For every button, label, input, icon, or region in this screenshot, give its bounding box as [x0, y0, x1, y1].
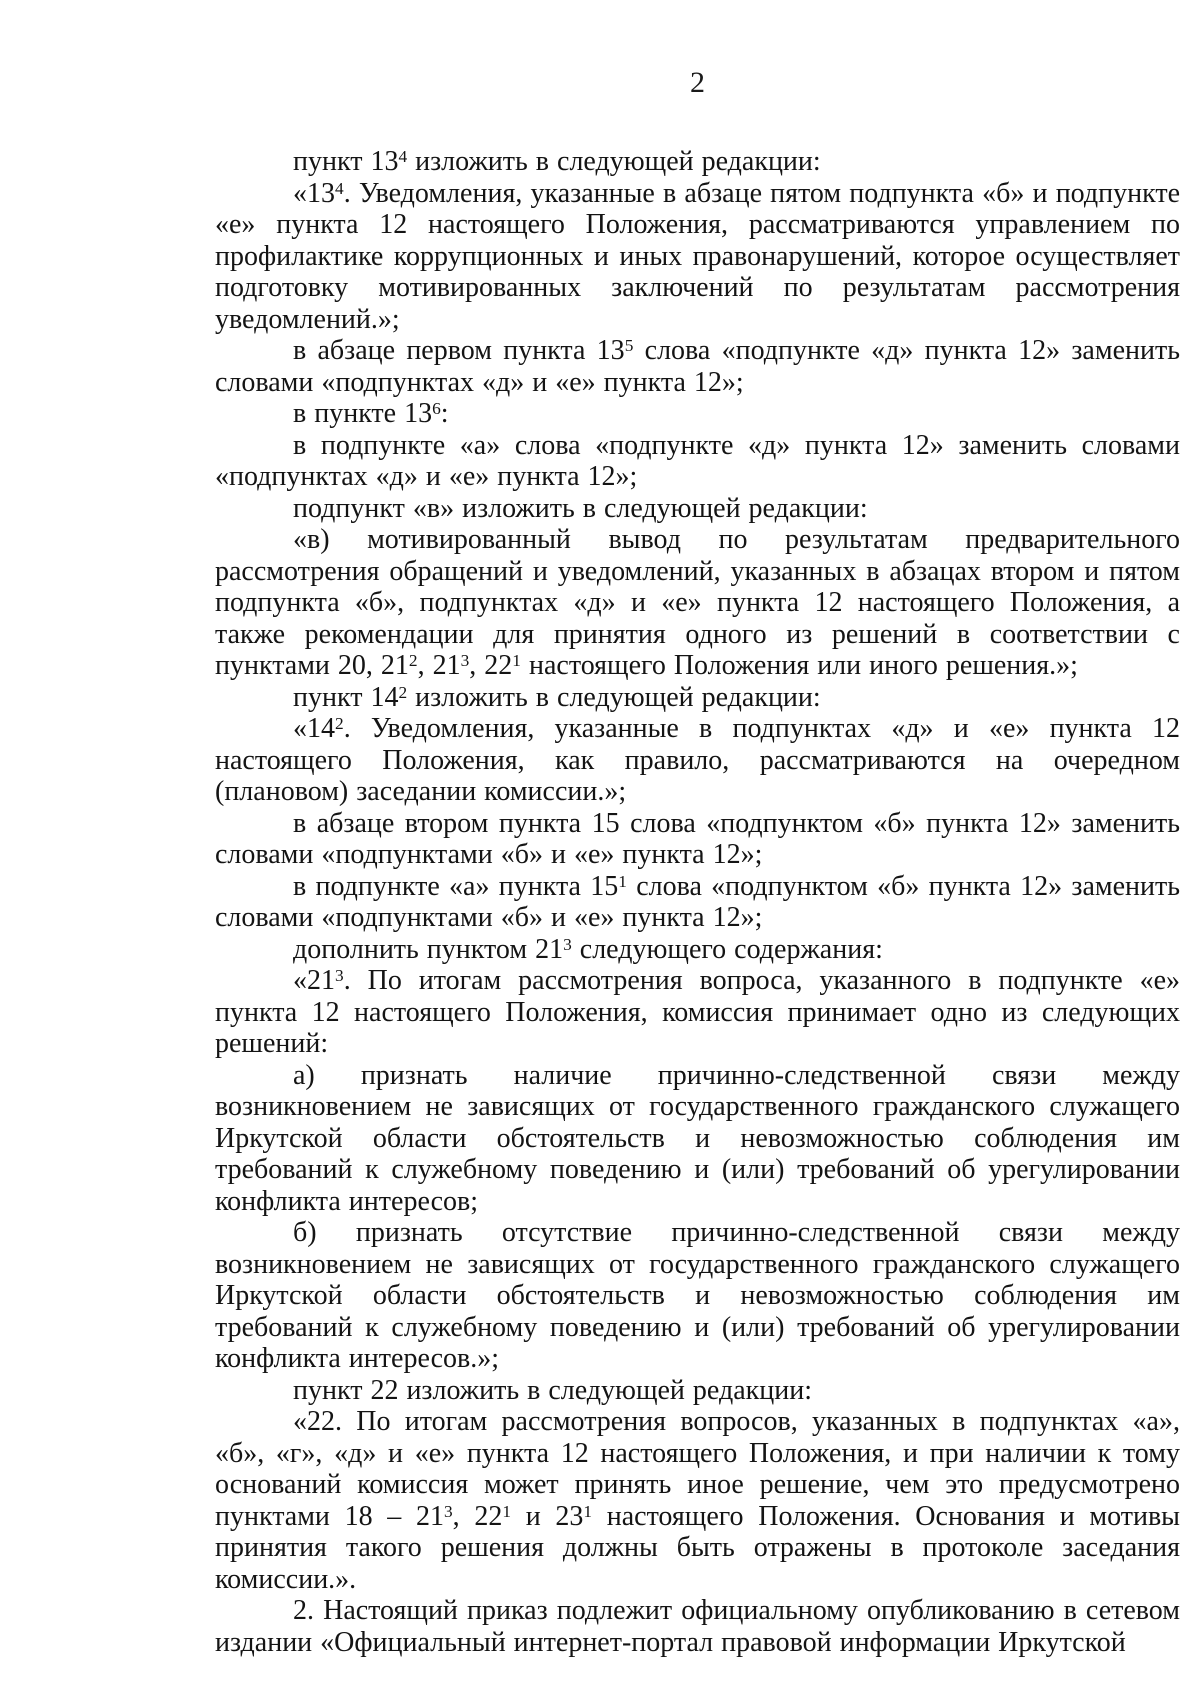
paragraph: в подпункте «а» слова «подпункте «д» пункта 12» заменить словами «подпунктах «д» и «е» пункта 12»; [215, 429, 1180, 492]
paragraph: «$13^4$. Уведомления, указанные в абзаце пятом подпункта «б» и подпункте «е» пункта 12 настоящего Положения, рассматриваются управлением по профилактике коррупционных и иных правонарушений, которое осуществляет подготовку мотивированных заключений по результатам рассмотрения уведомлений.»; [215, 177, 1180, 335]
page-number: 2 [690, 66, 705, 99]
document-body [215, 146, 1180, 1658]
paragraph: подпункт «в» изложить в следующей редакции: [293, 492, 868, 524]
paragraph: в подпункте «а» пункта $15^1$ слова «подпунктом «б» пункта 12» заменить словами «подпунктами «б» и «е» пункта 12»; [215, 870, 1180, 933]
paragraph: пункт $14^2$ изложить в следующей редакции: [293, 681, 821, 713]
paragraph: «в) мотивированный вывод по результатам предварительного рассмотрения обращений и уведомлений, указанных в абзацах втором и пятом подпункта «б», подпунктах «д» и «е» пункта 12 настоящего Положения, а также рекомендации для принятия одного из решений в соответствии с пунктами 20, $21^2$, $21^3$, $22^1$ настоящего Положения или иного решения.»; [215, 524, 1180, 681]
paragraph: «22. По итогам рассмотрения вопросов, указанных в подпунктах «а», «б», «г», «д» и «е» пункта 12 настоящего Положения, и при наличии к тому оснований комиссия может принять иное решение, чем это предусмотрено пунктами $18 - 21^3$, $22^1$ и $23^1$ настоящего Положения. Основания и мотивы принятия такого решения должны быть отражены в протоколе заседания комиссии.». [215, 1406, 1180, 1595]
paragraph: в абзаце первом пункта $13^5$ слова «подпункте «д» пункта 12» заменить словами «подпунктах «д» и «е» пункта 12»; [215, 335, 1180, 398]
paragraph: пункт $13^4$ изложить в следующей редакции: [293, 146, 821, 177]
paragraph: а) признать наличие причинно-следственной связи между возникновением не зависящих от государственного гражданского служащего Иркутской области обстоятельств и невозможностью соблюдения им требований к служебному поведению и (или) требований об урегулировании конфликта интересов; [215, 1059, 1180, 1217]
paragraph: пункт 22 изложить в следующей редакции: [293, 1374, 812, 1406]
paragraph: б) признать отсутствие причинно-следственной связи между возникновением не зависящих от государственного гражданского служащего Иркутской области обстоятельств и невозможностью соблюдения им требований к служебному поведению и (или) требований об урегулировании конфликта интересов.»; [215, 1217, 1180, 1374]
paragraph: дополнить пунктом $21^3$ следующего содержания: [293, 933, 883, 965]
paragraph: «$21^3$. По итогам рассмотрения вопроса, указанного в подпункте «е» пункта 12 настоящего Положения, комиссия принимает одно из следующих решений: [215, 965, 1180, 1059]
paragraph: в абзаце втором пункта 15 слова «подпунктом «б» пункта 12» заменить словами «подпунктами «б» и «е» пункта 12»; [215, 807, 1180, 870]
paragraph: в пункте $13^6$: [293, 398, 449, 429]
paragraph: 2. Настоящий приказ подлежит официальному опубликованию в сетевом издании «Официальный интернет-портал правовой информации Иркутской [215, 1595, 1180, 1658]
paragraph: «$14^2$. Уведомления, указанные в подпунктах «д» и «е» пункта 12 настоящего Положения, как правило, рассматриваются на очередном (плановом) заседании комиссии.»; [215, 713, 1180, 807]
